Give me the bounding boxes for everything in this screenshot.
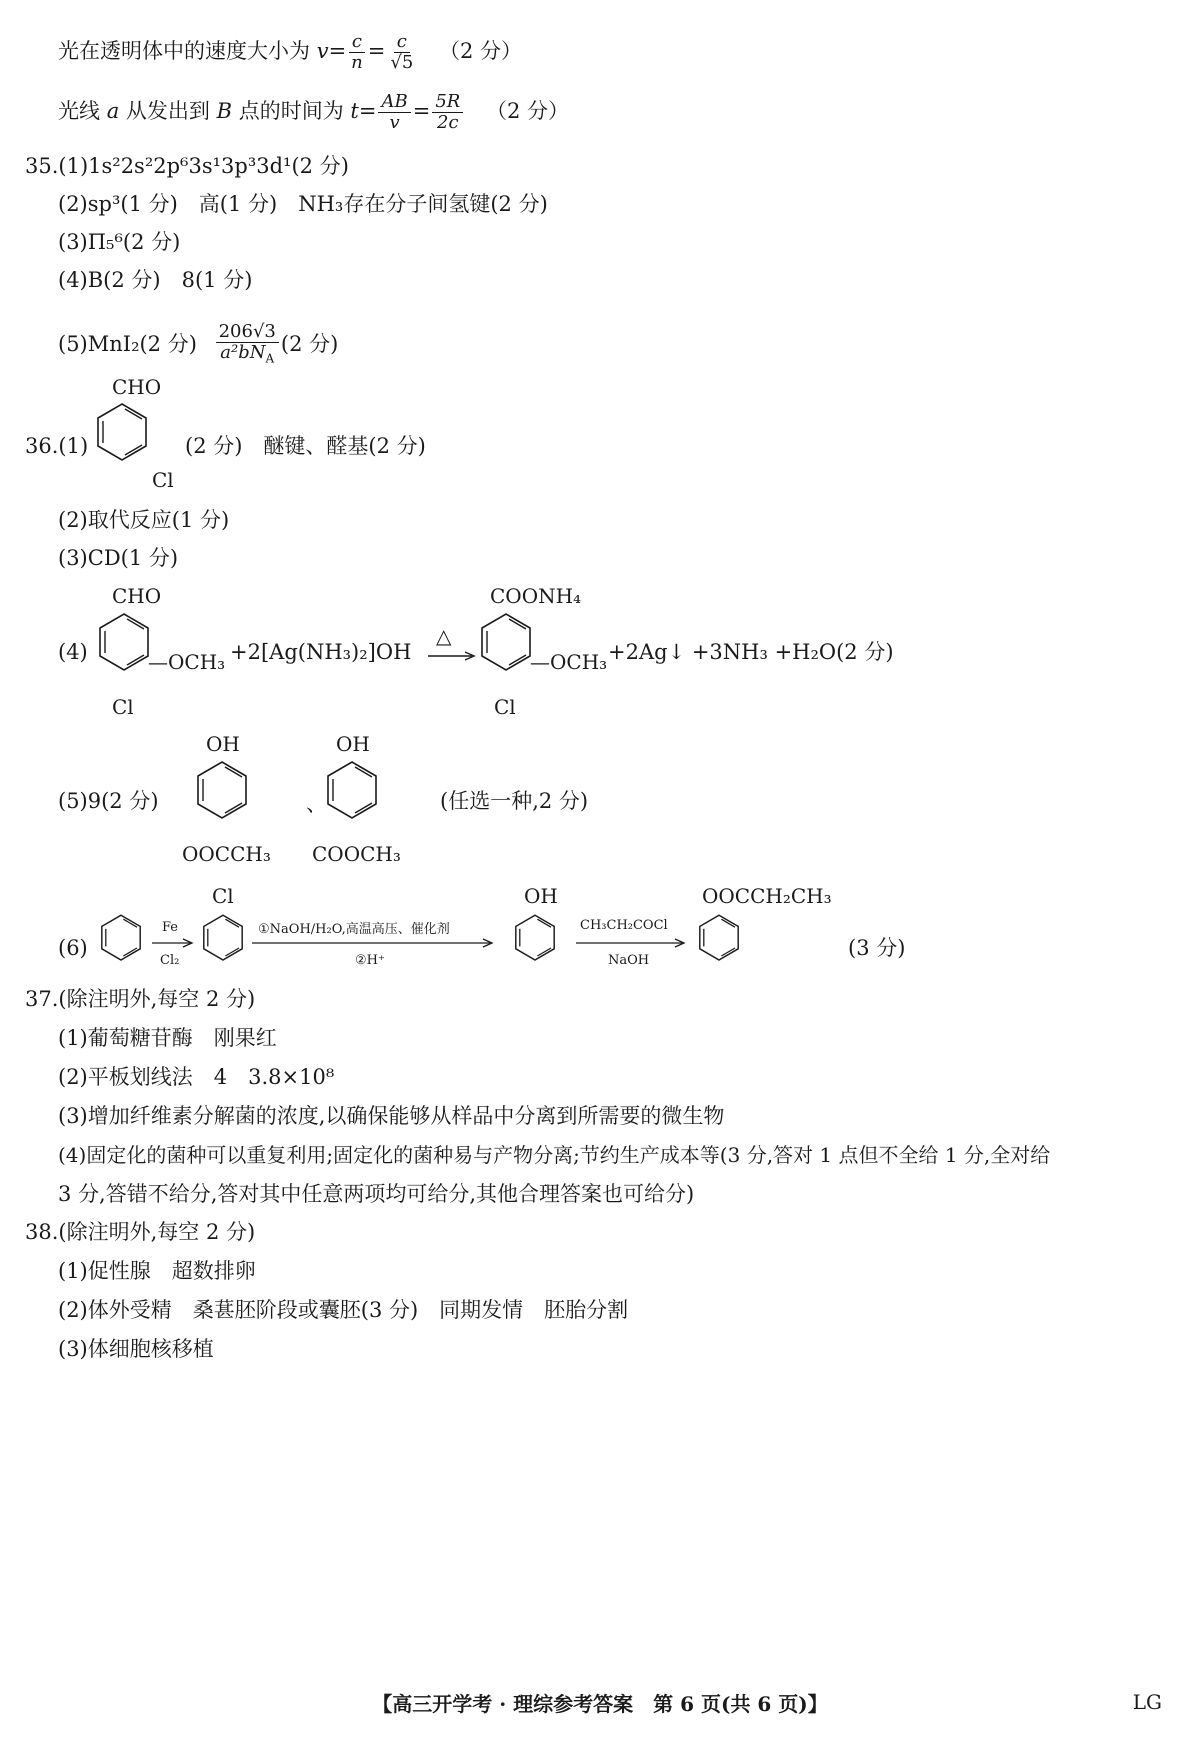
q37-line-1: (1)葡萄糖苷酶 刚果红 <box>58 1026 277 1050</box>
q35-line-4: (4)B(2 分) 8(1 分) <box>58 268 253 292</box>
benzene-ring-icon <box>694 912 744 968</box>
q38-line-3: (3)体细胞核移植 <box>58 1337 214 1361</box>
subject-code: LG <box>1132 1690 1162 1714</box>
benzene-ring-icon <box>96 912 146 968</box>
q36-number: 36.(1) <box>25 434 89 458</box>
q36-6-cl-label: Cl <box>212 884 234 908</box>
q36-4-och3b-label: —OCH₃ <box>530 650 608 674</box>
naoh-condition-label: ①NaOH/H₂O,高温高压、催化剂 <box>258 922 450 937</box>
q37-line-3: (3)增加纤维素分解菌的浓度,以确保能够从样品中分离到所需要的微生物 <box>58 1104 725 1128</box>
q36-6-points: (3 分) <box>848 936 906 960</box>
q36-4-cho-label: CHO <box>112 584 162 608</box>
benzene-ring-icon <box>92 400 152 470</box>
q35-line-3: (3)Π₅⁶(2 分) <box>58 230 181 254</box>
q36-6-oh-label: OH <box>524 884 558 908</box>
reaction-arrow-icon <box>576 938 686 948</box>
q35-line-1: 35.(1)1s²2s²2p⁶3s¹3p³3d¹(2 分) <box>25 154 349 178</box>
q36-5-oh2-label: OH <box>336 732 370 756</box>
q36-1-cho-label: CHO <box>112 375 162 399</box>
heat-symbol: △ <box>436 624 452 648</box>
q37-line-4b: 3 分,答错不给分,答对其中任意两项均可给分,其他合理答案也可给分) <box>58 1182 695 1206</box>
time-line: 光线 a 从发出到 B 点的时间为 t= $\frac{AB}{v}$ = $\frac{5R}{2c}$ （2 分） <box>58 91 570 133</box>
q36-4-reagent: +2[Ag(NH₃)₂]OH <box>230 640 412 664</box>
q37-line-4a: (4)固定化的菌种可以重复利用;固定化的菌种易与产物分离;节约生产成本等(3 分,答对 1 点但不全给 1 分,全对给 <box>58 1143 1051 1167</box>
q36-5-separator: 、 <box>306 792 327 816</box>
q38-line-1: (1)促性腺 超数排卵 <box>58 1259 256 1283</box>
q38-line-2: (2)体外受精 桑葚胚阶段或囊胚(3 分) 同期发情 胚胎分割 <box>58 1298 629 1322</box>
benzene-ring-icon <box>510 912 560 968</box>
acid-condition-label: ②H⁺ <box>355 953 385 968</box>
q36-5-oh1-label: OH <box>206 732 240 756</box>
density-fraction: $\frac{206√3}{a^2bN_A}$ <box>216 322 279 369</box>
q36-4-number: (4) <box>58 640 88 664</box>
fe-catalyst-label: Fe <box>162 920 179 935</box>
q36-4-coonh4-label: COONH₄ <box>490 584 582 608</box>
q37-line-2: (2)平板划线法 4 3.8×10⁸ <box>58 1065 335 1089</box>
naoh-label: NaOH <box>608 953 650 968</box>
benzene-ring-icon <box>198 912 248 968</box>
fraction-c-over-n: $\frac{c}{n}$ <box>348 32 366 73</box>
reaction-arrow-icon <box>428 651 476 661</box>
q35-line-2: (2)sp³(1 分) 高(1 分) NH₃存在分子间氢键(2 分) <box>58 192 548 216</box>
q36-1-text: (2 分) 醚键、醛基(2 分) <box>185 434 426 458</box>
q38-heading: 38.(除注明外,每空 2 分) <box>25 1220 256 1244</box>
q35-line-5: (5)MnI₂(2 分) $\frac{206√3}{a^2bN_A}$ (2 分) <box>58 322 338 369</box>
q36-5-sub1-label: OOCCH₃ <box>182 842 271 866</box>
q36-line-3: (3)CD(1 分) <box>58 546 179 570</box>
benzene-ring-icon <box>322 758 382 828</box>
q36-5-number: (5)9(2 分) <box>58 789 159 813</box>
fraction-5r-over-2c: $\frac{5R}{2c}$ <box>432 92 463 133</box>
q36-5-note: (任选一种,2 分) <box>440 789 589 813</box>
q36-4-och3-label: —OCH₃ <box>148 650 226 674</box>
q36-4-products: +2Ag↓ +3NH₃ +H₂O(2 分) <box>608 640 894 664</box>
reaction-arrow-icon <box>152 938 194 948</box>
benzene-ring-icon <box>94 610 154 680</box>
fraction-ab-over-v: $\frac{AB}{v}$ <box>378 92 410 133</box>
benzene-ring-icon <box>476 610 536 680</box>
q36-4-clb-label: Cl <box>494 695 516 719</box>
q36-6-ester-label: OOCCH₂CH₃ <box>702 884 832 908</box>
q36-line-2: (2)取代反应(1 分) <box>58 508 230 532</box>
cl2-reagent-label: Cl₂ <box>160 953 180 968</box>
speed-line: 光在透明体中的速度大小为 v= $\frac{c}{n}$ = $\frac{c}{√5}$ （2 分） <box>58 31 523 73</box>
benzene-ring-icon <box>192 758 252 828</box>
q36-1-cl-label: Cl <box>152 468 174 492</box>
fraction-c-over-sqrt5: $\frac{c}{√5}$ <box>390 31 414 73</box>
page-footer: 【高三开学考 · 理综参考答案 第 6 页(共 6 页)】 <box>372 1692 828 1716</box>
acyl-chloride-label: CH₃CH₂COCl <box>580 918 668 933</box>
q37-heading: 37.(除注明外,每空 2 分) <box>25 987 256 1011</box>
q36-5-sub2-label: COOCH₃ <box>312 842 401 866</box>
q36-4-cl-label: Cl <box>112 695 134 719</box>
q36-6-number: (6) <box>58 936 88 960</box>
reaction-arrow-icon <box>252 938 494 948</box>
